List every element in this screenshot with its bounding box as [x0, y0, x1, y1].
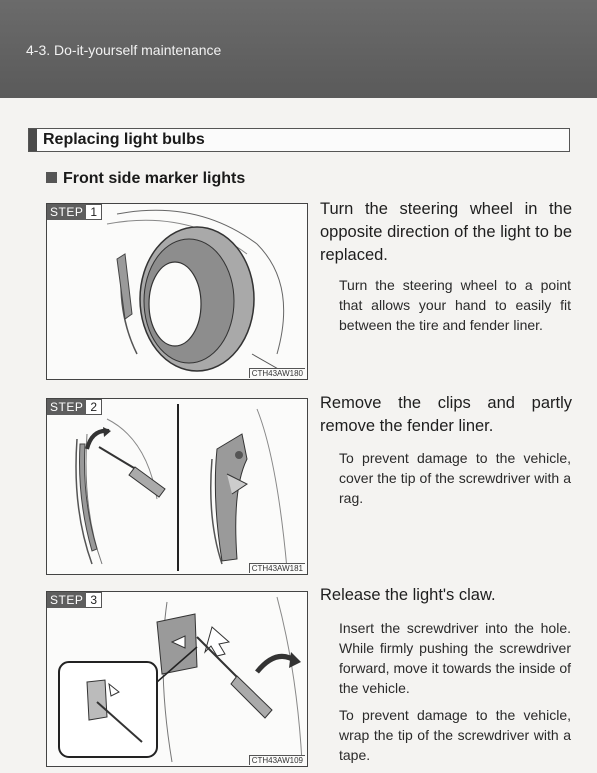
step-1-instruction: Turn the steering wheel in the opposite direction of the light to be replaced. [320, 200, 572, 264]
step-2-badge: STEP 2 [47, 399, 102, 415]
section-title: 4-3. Do-it-yourself maintenance [26, 42, 222, 58]
step-3-note-1: Insert the screwdriver into the hole. While firmly pushing the screwdriver forward, move it towards the inside of the vehicle. [339, 620, 571, 696]
subheading-text: Front side marker lights [63, 170, 246, 187]
step-3-note-2: To prevent damage to the vehicle, wrap the tip of the screwdriver with a tape. [339, 707, 571, 763]
step-2-instruction: Remove the clips and partly remove the fender liner. [320, 394, 572, 435]
page-header [0, 0, 597, 98]
step-1-figure [46, 203, 308, 380]
step-2-note: To prevent damage to the vehicle, cover the tip of the screwdriver with a rag. [339, 450, 571, 506]
step-3-instruction: Release the light's claw. [320, 586, 496, 604]
fender-liner-illustration [47, 399, 308, 575]
tire-illustration [47, 204, 308, 380]
subheading [46, 170, 245, 188]
step-3-badge: STEP 3 [47, 592, 102, 608]
step-1-badge: STEP 1 [47, 204, 102, 220]
light-claw-illustration [47, 592, 308, 767]
step-2-figure [46, 398, 308, 575]
figure-code: CTH43AW181 [249, 563, 305, 573]
step-3-figure [46, 591, 308, 767]
page-title-bar [28, 128, 570, 152]
figure-code: CTH43AW109 [249, 755, 305, 765]
page-title: Replacing light bulbs [43, 131, 205, 148]
step-1-note: Turn the steering wheel to a point that allows your hand to easily fit between the tire and fender liner. [339, 277, 571, 333]
square-bullet-icon [46, 172, 57, 183]
figure-code: CTH43AW180 [249, 368, 305, 378]
title-accent [29, 129, 37, 151]
